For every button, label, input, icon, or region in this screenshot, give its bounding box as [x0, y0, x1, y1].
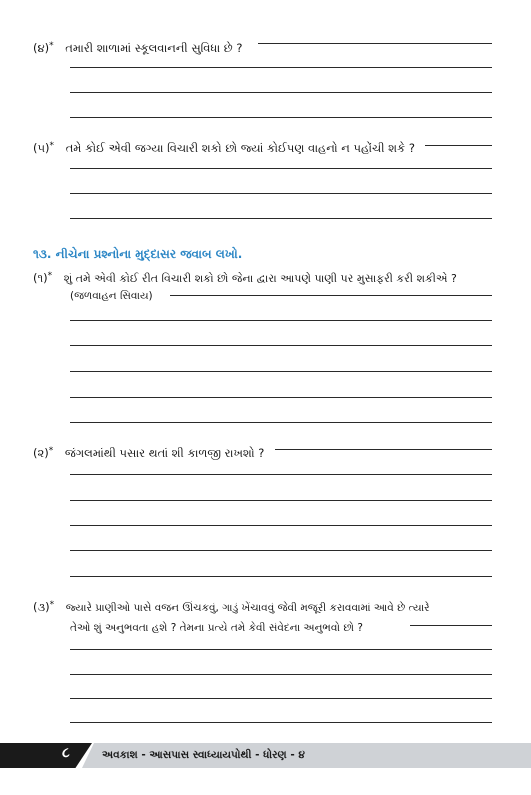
answer-line[interactable]: [70, 320, 492, 321]
star-marker: *: [49, 600, 55, 610]
answer-line[interactable]: [70, 698, 492, 699]
answer-line[interactable]: [70, 500, 492, 501]
answer-line[interactable]: [70, 193, 492, 194]
star-marker: *: [49, 41, 54, 51]
question-text: જ્યારે પ્રાણીઓ પાસે વજન ઊંચકવું, ગાડું ખેંચાવવું જેવી મજૂરી કરાવવામાં આવે છે ત્યારે: [65, 602, 430, 614]
section-question-1: [33, 270, 457, 287]
section-question-3: [33, 599, 430, 616]
answer-line[interactable]: [70, 422, 492, 423]
question-number: (૨): [33, 446, 49, 460]
answer-line[interactable]: [425, 145, 492, 146]
page-number-tab: [0, 743, 92, 768]
answer-line[interactable]: [70, 722, 492, 723]
section-title: ૧૩. નીચેના પ્રશ્નોના મુદ્દાસર જવાબ લખો.: [33, 247, 243, 261]
answer-line[interactable]: [410, 625, 492, 626]
answer-line[interactable]: [70, 345, 492, 346]
answer-line[interactable]: [70, 550, 492, 551]
question-number: (૧): [33, 271, 48, 285]
answer-line[interactable]: [258, 43, 492, 44]
question-text: તમે કોઈ એવી જગ્યા વિચારી શકો છો જ્યાં કોઈપણ વાહનો ન પહોંચી શકે ?: [65, 141, 415, 155]
footer-title: અવકાશ - આસપાસ સ્વાધ્યાયપોથી - ધોરણ - ૪: [102, 749, 305, 761]
answer-line[interactable]: [70, 371, 492, 372]
answer-line[interactable]: [70, 474, 492, 475]
answer-line[interactable]: [70, 168, 492, 169]
question-5: [33, 140, 415, 156]
page-number: ૮: [62, 745, 70, 761]
star-marker: *: [48, 446, 54, 456]
question-number: (૫): [33, 141, 50, 155]
answer-line[interactable]: [70, 674, 492, 675]
answer-line[interactable]: [170, 295, 492, 296]
question-4: [33, 40, 242, 56]
question-note: (જળવાહન સિવાય): [70, 290, 153, 302]
answer-line[interactable]: [70, 117, 492, 118]
question-text: જંગલમાંથી પસાર થતાં શી કાળજી રાખશો ?: [64, 446, 265, 460]
answer-line[interactable]: [70, 218, 492, 219]
question-number: (૩): [33, 600, 50, 614]
answer-line[interactable]: [275, 449, 492, 450]
question-text: શું તમે એવી કોઈ રીત વિચારી શકો છો જેના દ્વારા આપણે પાણી પર મુસાફરી કરી શકીએ ?: [63, 272, 457, 285]
question-text: તમારી શાળામાં સ્કૂલવાનની સુવિધા છે ?: [65, 41, 243, 55]
answer-line[interactable]: [70, 649, 492, 650]
answer-line[interactable]: [70, 397, 492, 398]
star-marker: *: [47, 271, 53, 281]
star-marker: *: [49, 141, 55, 151]
answer-line[interactable]: [70, 92, 492, 93]
answer-line[interactable]: [70, 525, 492, 526]
answer-line[interactable]: [70, 67, 492, 68]
section-question-2: [33, 445, 264, 461]
answer-line[interactable]: [70, 576, 492, 577]
question-number: (૪): [33, 41, 50, 55]
question-text-continued: તેઓ શું અનુભવતા હશે ? તેમના પ્રત્યે તમે કેવી સંવેદના અનુભવો છો ?: [70, 622, 363, 634]
